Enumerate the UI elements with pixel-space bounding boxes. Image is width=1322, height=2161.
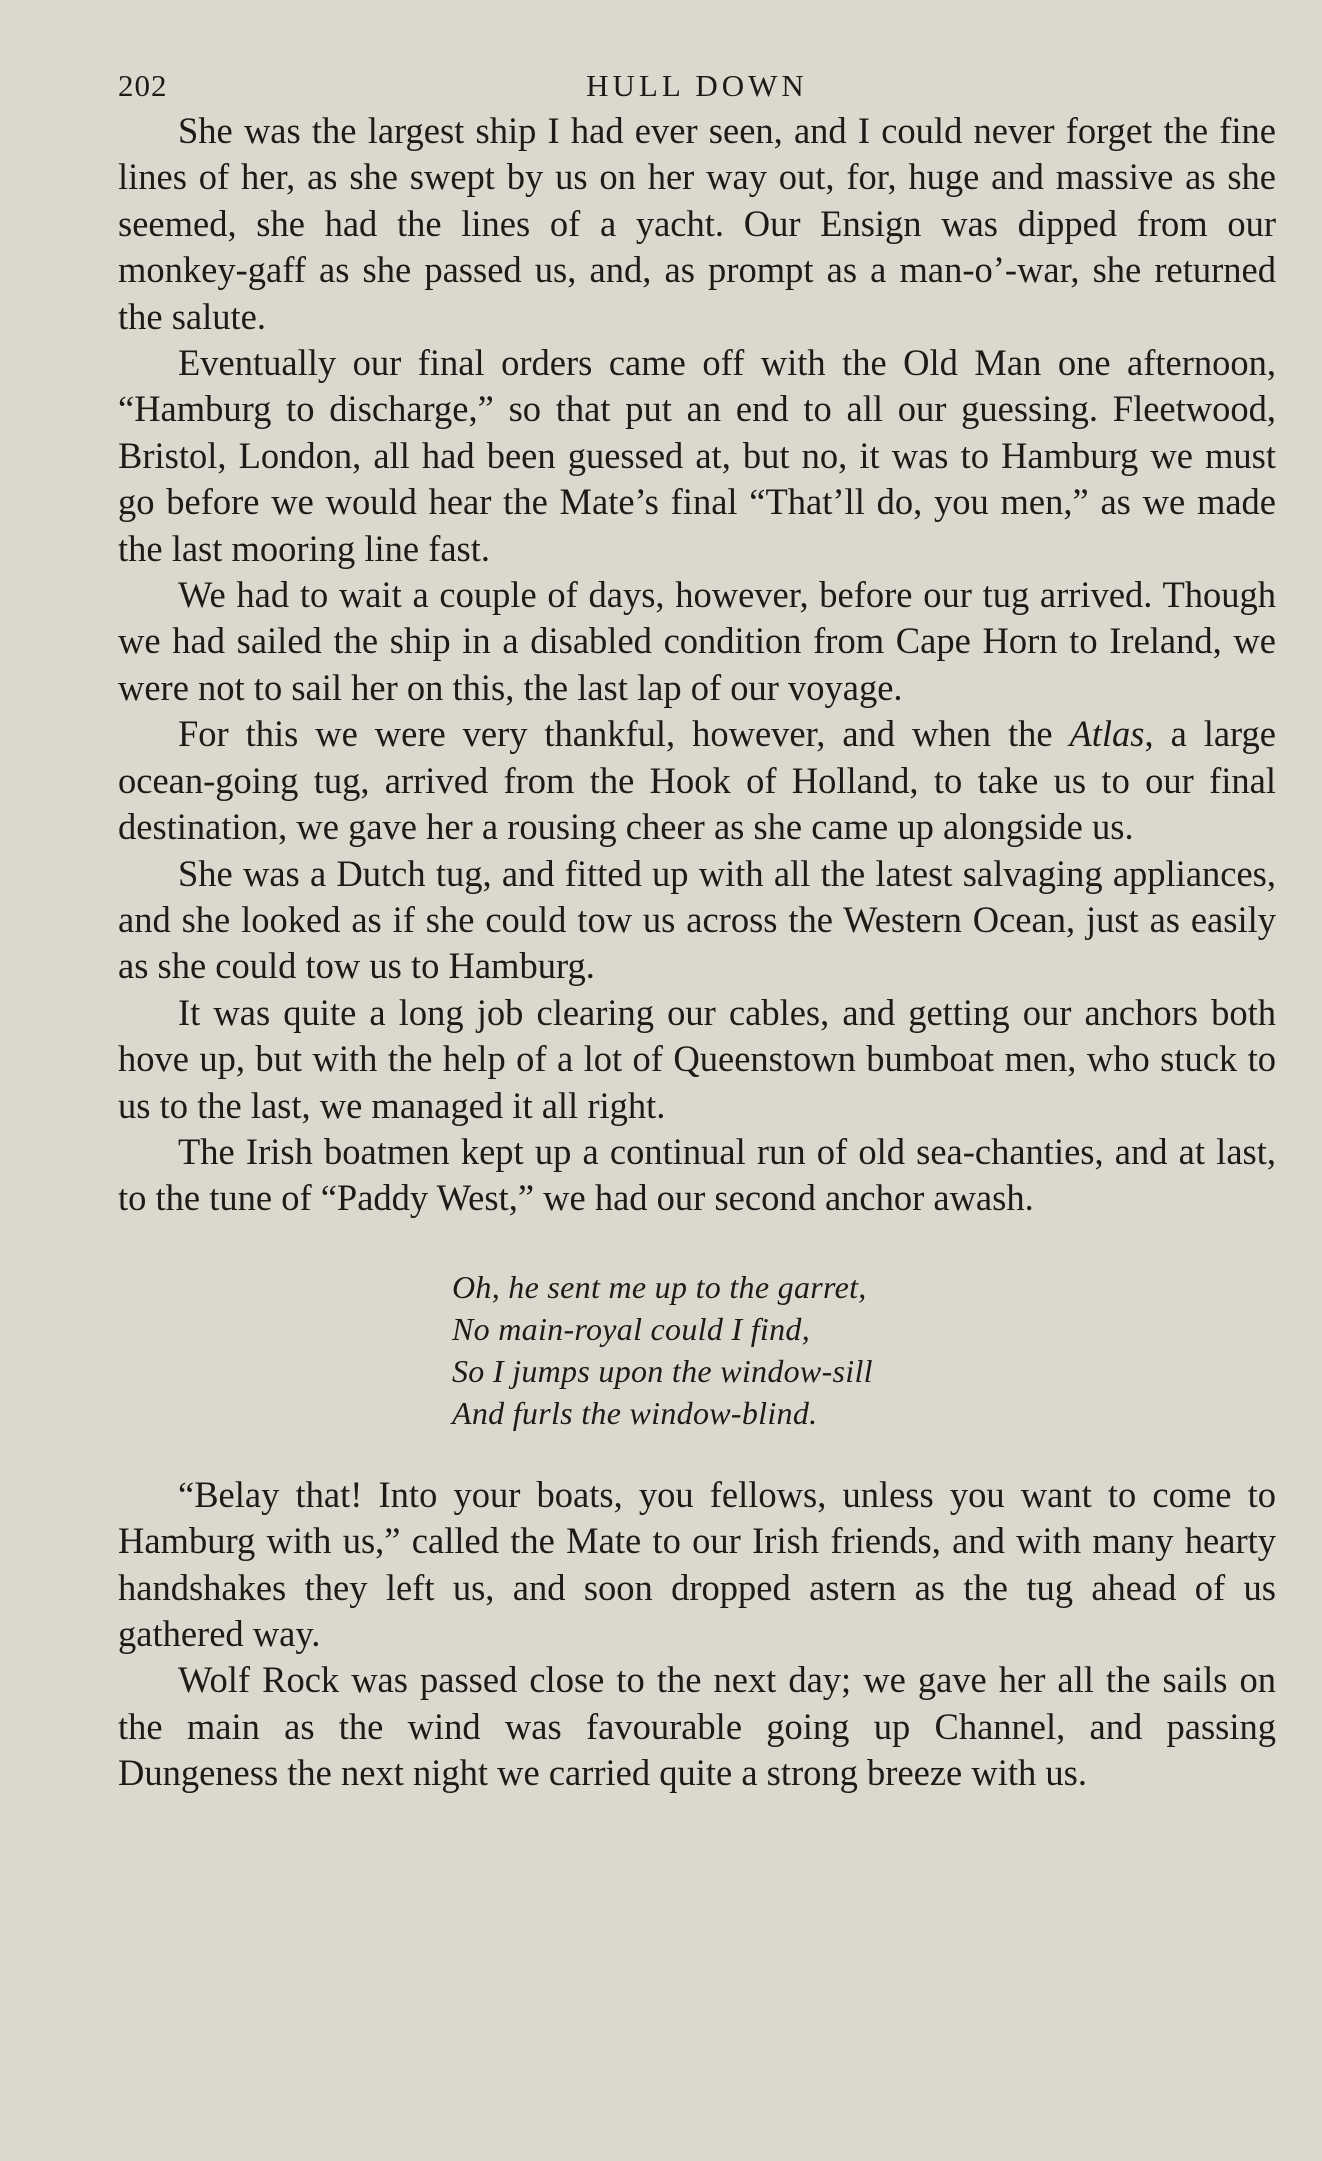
body-text	[118, 108, 1276, 1797]
verse-block	[452, 1266, 1276, 1434]
page-header	[118, 60, 1276, 108]
paragraph: The Irish boatmen kept up a continual run of old sea-chanties, and at last, to the tune of “Paddy West,” we had our second anchor awash.	[118, 1130, 1276, 1219]
ship-name: Atlas	[1069, 713, 1145, 755]
paragraph: She was a Dutch tug, and fitted up with all the latest salvaging appliances, and she looked as if she could tow us across the Western Ocean, just as easily as she could tow us to Hamburg.	[118, 852, 1276, 987]
verse-line: No main-royal could I find,	[452, 1310, 810, 1347]
paragraph: Wolf Rock was passed close to the next day; we gave her all the sails on the main as the wind was favourable going up Channel, and passing Dungeness the next night we carried quite a strong breeze with us.	[118, 1659, 1276, 1794]
page-number: 202	[118, 68, 168, 103]
paragraph: We had to wait a couple of days, however, before our tug arrived. Though we had sailed the ship in a disabled condition from Cape Horn to Ireland, we were not to sail her on this, the last lap of our voyage.	[118, 574, 1276, 708]
paragraph: Eventually our final orders came off with the Old Man one afternoon, “Hamburg to discharge,” so that put an end to all our guessing. Fleetwood, Bristol, London, all had been guessed at, but no, it was to Hamburg we must go before we would hear the Mate’s final “That’ll do, you men,” as we made the last mooring line fast.	[118, 342, 1276, 569]
paragraph-text: For this we were very thankful, however, and when the	[178, 713, 1070, 755]
verse-line: So I jumps upon the window-sill	[452, 1352, 873, 1389]
paragraph: It was quite a long job clearing our cables, and getting our anchors both hove up, but with the help of a lot of Queenstown bumboat men, who stuck to us to the last, we managed it all right.	[118, 991, 1276, 1126]
paragraph: She was the largest ship I had ever seen, and I could never forget the fine lines of her, as she swept by us on her way out, for, huge and massive as she seemed, she had the lines of a yacht. Our Ensign was dipped from our monkey-gaff as she passed us, and, as prompt as a man-o’-war, she returned the salute.	[118, 110, 1276, 337]
book-page	[118, 60, 1276, 1797]
paragraph	[118, 711, 1276, 850]
running-title: HULL DOWN	[586, 68, 808, 103]
verse-line: Oh, he sent me up to the garret,	[452, 1268, 867, 1305]
paragraph: “Belay that! Into your boats, you fellows, unless you want to come to Hamburg with us,” called the Mate to our Irish friends, and with many hearty handshakes they left us, and soon dropped astern as the tug ahead of us gathered way.	[118, 1473, 1276, 1654]
verse-line: And furls the window-blind.	[452, 1394, 818, 1431]
paragraph-text: , a large ocean-going tug, arrived from the Hook of Holland, to take us to our final destination, we gave her a rousing cheer as she came up alongside us.	[118, 713, 1276, 848]
